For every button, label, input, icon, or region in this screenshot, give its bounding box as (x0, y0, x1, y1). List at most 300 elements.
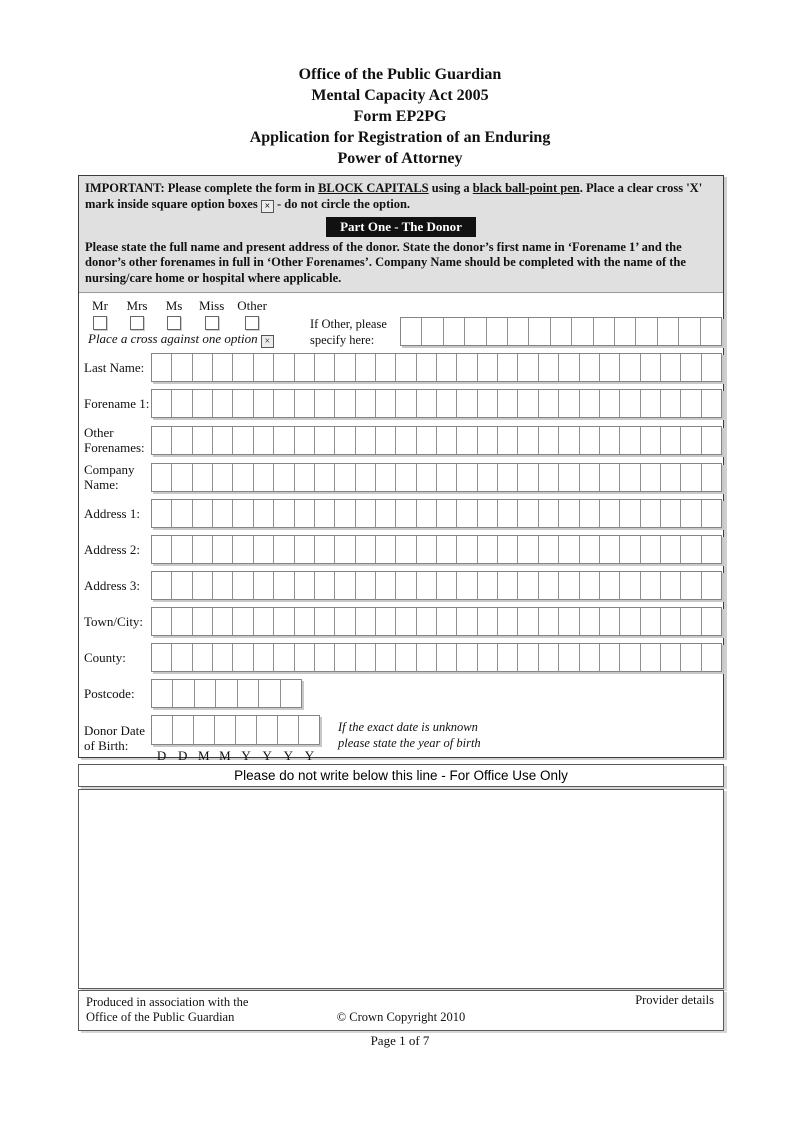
char-cell[interactable] (681, 608, 701, 635)
char-cell[interactable] (437, 608, 457, 635)
char-cell[interactable] (681, 354, 701, 381)
char-cell[interactable] (518, 500, 538, 527)
char-cell[interactable] (539, 390, 559, 417)
char-cell[interactable] (315, 572, 335, 599)
char-cell[interactable] (335, 500, 355, 527)
char-cell[interactable] (172, 500, 192, 527)
char-cell[interactable] (295, 644, 315, 671)
char-cell[interactable] (518, 354, 538, 381)
char-cell[interactable] (274, 536, 294, 563)
char-cell[interactable] (580, 644, 600, 671)
char-cell[interactable] (702, 354, 721, 381)
char-cell[interactable] (508, 318, 529, 345)
char-cell[interactable] (679, 318, 700, 345)
char-cell[interactable] (594, 318, 615, 345)
char-cell[interactable] (661, 644, 681, 671)
title-option-checkbox[interactable] (245, 316, 259, 330)
char-cell[interactable] (356, 500, 376, 527)
char-cell[interactable] (701, 318, 721, 345)
char-cell[interactable] (620, 390, 640, 417)
char-cell[interactable] (559, 464, 579, 491)
char-cell[interactable] (396, 354, 416, 381)
char-cell[interactable] (478, 500, 498, 527)
char-cell[interactable] (356, 464, 376, 491)
char-cell[interactable] (478, 390, 498, 417)
char-cell[interactable] (465, 318, 486, 345)
char-cell[interactable] (356, 572, 376, 599)
char-cell[interactable] (396, 644, 416, 671)
char-cell[interactable] (233, 536, 253, 563)
char-cell[interactable] (498, 464, 518, 491)
char-cell[interactable] (478, 464, 498, 491)
char-cell[interactable] (702, 608, 721, 635)
char-cell[interactable] (172, 608, 192, 635)
char-cell[interactable] (681, 572, 701, 599)
char-cell[interactable] (335, 464, 355, 491)
char-cell[interactable] (233, 500, 253, 527)
char-cell[interactable] (498, 536, 518, 563)
char-cell[interactable] (620, 464, 640, 491)
char-cell[interactable] (702, 644, 721, 671)
char-cell[interactable] (539, 354, 559, 381)
char-cell[interactable] (274, 500, 294, 527)
char-cell[interactable] (254, 390, 274, 417)
char-cell[interactable] (335, 572, 355, 599)
char-cell[interactable] (518, 427, 538, 454)
char-cell[interactable] (315, 427, 335, 454)
char-cell[interactable] (233, 572, 253, 599)
char-cell[interactable] (661, 572, 681, 599)
char-cell[interactable] (281, 680, 301, 707)
char-cell[interactable] (213, 608, 233, 635)
char-cell[interactable] (195, 680, 216, 707)
char-cell[interactable] (702, 500, 721, 527)
char-cell[interactable] (396, 464, 416, 491)
char-cell[interactable] (254, 354, 274, 381)
char-cell[interactable] (193, 464, 213, 491)
char-cell[interactable] (702, 536, 721, 563)
char-cell[interactable] (620, 427, 640, 454)
char-cell[interactable] (376, 608, 396, 635)
char-cell[interactable] (539, 608, 559, 635)
char-cell[interactable] (193, 644, 213, 671)
char-cell[interactable] (376, 500, 396, 527)
char-cell[interactable] (213, 536, 233, 563)
char-cell[interactable] (518, 536, 538, 563)
char-cell[interactable] (396, 500, 416, 527)
char-cell[interactable] (478, 354, 498, 381)
char-cell[interactable] (335, 427, 355, 454)
char-cell[interactable] (551, 318, 572, 345)
dob-format-letter: Y (304, 748, 315, 763)
char-cell[interactable] (213, 354, 233, 381)
title-line: Power of Attorney (337, 150, 463, 167)
char-cell[interactable] (152, 464, 172, 491)
char-cell[interactable] (658, 318, 679, 345)
char-cell[interactable] (335, 536, 355, 563)
char-cell[interactable] (478, 572, 498, 599)
char-cell[interactable] (457, 500, 477, 527)
char-cell[interactable] (376, 464, 396, 491)
char-cell[interactable] (417, 464, 437, 491)
char-cell[interactable] (600, 427, 620, 454)
char-cell[interactable] (172, 427, 192, 454)
char-cell[interactable] (295, 390, 315, 417)
char-cell[interactable] (213, 464, 233, 491)
char-cell[interactable] (254, 427, 274, 454)
char-cell[interactable] (356, 536, 376, 563)
char-cell[interactable] (437, 644, 457, 671)
char-cell[interactable] (213, 572, 233, 599)
char-cell[interactable] (702, 427, 721, 454)
char-cell[interactable] (641, 572, 661, 599)
char-cell[interactable] (600, 536, 620, 563)
char-cell[interactable] (259, 680, 280, 707)
char-cell[interactable] (315, 644, 335, 671)
char-cell[interactable] (661, 608, 681, 635)
char-cell[interactable] (518, 464, 538, 491)
dob-format-letter: D (177, 748, 188, 763)
char-cell[interactable] (437, 464, 457, 491)
char-cell[interactable] (437, 427, 457, 454)
char-cell[interactable] (580, 390, 600, 417)
char-cell[interactable] (559, 644, 579, 671)
char-cell[interactable] (641, 390, 661, 417)
char-cell[interactable] (444, 318, 465, 345)
char-cell[interactable] (620, 536, 640, 563)
char-cell[interactable] (487, 318, 508, 345)
char-cell[interactable] (600, 354, 620, 381)
char-cell[interactable] (580, 572, 600, 599)
char-cell[interactable] (356, 608, 376, 635)
char-cell[interactable] (254, 572, 274, 599)
char-cell[interactable] (518, 608, 538, 635)
char-cell[interactable] (620, 500, 640, 527)
char-cell[interactable] (681, 464, 701, 491)
char-cell[interactable] (274, 390, 294, 417)
char-cell[interactable] (152, 354, 172, 381)
char-cell[interactable] (257, 716, 278, 744)
char-cell[interactable] (437, 390, 457, 417)
char-cell[interactable] (457, 608, 477, 635)
char-cell[interactable] (295, 572, 315, 599)
char-cell[interactable] (193, 390, 213, 417)
char-cell[interactable] (559, 536, 579, 563)
char-cell[interactable] (396, 390, 416, 417)
char-cell[interactable] (518, 390, 538, 417)
char-cell[interactable] (233, 354, 253, 381)
char-cell[interactable] (457, 536, 477, 563)
char-cell[interactable] (437, 536, 457, 563)
char-cell[interactable] (233, 427, 253, 454)
title-option-checkbox[interactable] (93, 316, 107, 330)
char-cell[interactable] (457, 464, 477, 491)
char-cell[interactable] (396, 608, 416, 635)
char-grid (151, 643, 722, 672)
char-cell[interactable] (559, 354, 579, 381)
char-cell[interactable] (539, 572, 559, 599)
char-cell[interactable] (295, 464, 315, 491)
char-cell[interactable] (315, 536, 335, 563)
char-cell[interactable] (172, 390, 192, 417)
char-cell[interactable] (152, 608, 172, 635)
char-cell[interactable] (295, 427, 315, 454)
char-cell[interactable] (193, 354, 213, 381)
char-cell[interactable] (620, 608, 640, 635)
char-cell[interactable] (661, 390, 681, 417)
char-cell[interactable] (238, 680, 259, 707)
char-cell[interactable] (661, 354, 681, 381)
char-cell[interactable] (396, 572, 416, 599)
char-cell[interactable] (254, 644, 274, 671)
char-cell[interactable] (417, 644, 437, 671)
char-cell[interactable] (172, 572, 192, 599)
char-cell[interactable] (172, 536, 192, 563)
char-cell[interactable] (295, 500, 315, 527)
char-cell[interactable] (681, 536, 701, 563)
office-use-divider: Please do not write below this line - For Office Use Only (78, 764, 724, 787)
char-cell[interactable] (396, 536, 416, 563)
char-cell[interactable] (600, 464, 620, 491)
char-cell[interactable] (213, 390, 233, 417)
char-cell[interactable] (152, 427, 172, 454)
char-cell[interactable] (478, 644, 498, 671)
char-cell[interactable] (376, 536, 396, 563)
field-label: Last Name: (84, 360, 145, 375)
char-cell[interactable] (498, 390, 518, 417)
char-cell[interactable] (233, 644, 253, 671)
char-cell[interactable] (641, 608, 661, 635)
char-cell[interactable] (580, 500, 600, 527)
char-cell[interactable] (559, 427, 579, 454)
char-cell[interactable] (233, 608, 253, 635)
char-cell[interactable] (498, 572, 518, 599)
char-cell[interactable] (335, 390, 355, 417)
char-cell[interactable] (559, 500, 579, 527)
char-cell[interactable] (417, 572, 437, 599)
char-cell[interactable] (478, 536, 498, 563)
char-cell[interactable] (437, 354, 457, 381)
char-cell[interactable] (193, 500, 213, 527)
char-cell[interactable] (173, 680, 194, 707)
char-cell[interactable] (335, 354, 355, 381)
char-cell[interactable] (518, 644, 538, 671)
char-cell[interactable] (661, 536, 681, 563)
char-cell[interactable] (193, 427, 213, 454)
char-cell[interactable] (335, 608, 355, 635)
char-cell[interactable] (620, 354, 640, 381)
char-cell[interactable] (274, 572, 294, 599)
char-cell[interactable] (600, 644, 620, 671)
char-cell[interactable] (580, 608, 600, 635)
char-cell[interactable] (194, 716, 215, 744)
char-cell[interactable] (559, 608, 579, 635)
char-cell[interactable] (600, 572, 620, 599)
char-cell[interactable] (702, 464, 721, 491)
char-cell[interactable] (274, 354, 294, 381)
char-cell[interactable] (315, 390, 335, 417)
title-option-label: Mr (92, 298, 108, 313)
char-cell[interactable] (661, 427, 681, 454)
char-cell[interactable] (478, 608, 498, 635)
char-cell[interactable] (600, 500, 620, 527)
char-cell[interactable] (401, 318, 422, 345)
char-cell[interactable] (600, 608, 620, 635)
char-cell[interactable] (559, 390, 579, 417)
char-cell[interactable] (274, 464, 294, 491)
char-cell[interactable] (539, 644, 559, 671)
char-cell[interactable] (641, 464, 661, 491)
donor-fields-area (79, 293, 723, 764)
char-cell[interactable] (215, 716, 236, 744)
char-cell[interactable] (213, 427, 233, 454)
char-cell[interactable] (661, 464, 681, 491)
char-cell[interactable] (539, 536, 559, 563)
char-cell[interactable] (335, 644, 355, 671)
char-cell[interactable] (152, 536, 172, 563)
char-cell[interactable] (457, 390, 477, 417)
char-cell[interactable] (437, 572, 457, 599)
char-cell[interactable] (152, 572, 172, 599)
char-cell[interactable] (376, 572, 396, 599)
char-cell[interactable] (254, 500, 274, 527)
char-cell[interactable] (152, 680, 173, 707)
footer-provider-details: Provider details (635, 993, 714, 1007)
char-cell[interactable] (702, 572, 721, 599)
char-cell[interactable] (417, 536, 437, 563)
char-cell[interactable] (681, 390, 701, 417)
char-cell[interactable] (172, 644, 192, 671)
char-cell[interactable] (315, 500, 335, 527)
char-cell[interactable] (315, 608, 335, 635)
char-cell[interactable] (376, 427, 396, 454)
char-cell[interactable] (620, 644, 640, 671)
char-cell[interactable] (636, 318, 657, 345)
char-cell[interactable] (457, 572, 477, 599)
dob-label: Donor Date of Birth: (84, 723, 146, 753)
char-cell[interactable] (641, 500, 661, 527)
title-option-checkbox[interactable] (205, 316, 219, 330)
char-cell[interactable] (641, 354, 661, 381)
char-cell[interactable] (498, 354, 518, 381)
char-cell[interactable] (572, 318, 593, 345)
char-cell[interactable] (422, 318, 443, 345)
field-row (79, 389, 723, 418)
char-cell[interactable] (356, 390, 376, 417)
char-cell[interactable] (254, 608, 274, 635)
char-cell[interactable] (641, 536, 661, 563)
char-cell[interactable] (681, 500, 701, 527)
char-cell[interactable] (478, 427, 498, 454)
char-cell[interactable] (620, 572, 640, 599)
char-cell[interactable] (539, 464, 559, 491)
char-cell[interactable] (437, 500, 457, 527)
char-cell[interactable] (152, 390, 172, 417)
title-option-checkbox[interactable] (167, 316, 181, 330)
char-cell[interactable] (315, 354, 335, 381)
char-cell[interactable] (278, 716, 299, 744)
char-cell[interactable] (213, 644, 233, 671)
char-cell[interactable] (315, 464, 335, 491)
char-cell[interactable] (580, 536, 600, 563)
char-cell[interactable] (580, 427, 600, 454)
char-cell[interactable] (152, 500, 172, 527)
char-cell[interactable] (457, 354, 477, 381)
char-cell[interactable] (641, 644, 661, 671)
char-cell[interactable] (172, 464, 192, 491)
char-cell[interactable] (457, 644, 477, 671)
char-cell[interactable] (236, 716, 257, 744)
char-cell[interactable] (299, 716, 319, 744)
char-cell[interactable] (216, 680, 237, 707)
char-cell[interactable] (295, 536, 315, 563)
char-cell[interactable] (233, 464, 253, 491)
char-cell[interactable] (498, 500, 518, 527)
char-cell[interactable] (498, 644, 518, 671)
char-cell[interactable] (356, 644, 376, 671)
dob-row (79, 715, 723, 764)
char-cell[interactable] (254, 536, 274, 563)
char-cell[interactable] (417, 354, 437, 381)
title-line: Office of the Public Guardian (298, 66, 502, 83)
char-cell[interactable] (661, 500, 681, 527)
char-cell[interactable] (615, 318, 636, 345)
char-cell[interactable] (539, 500, 559, 527)
char-cell[interactable] (702, 390, 721, 417)
char-cell[interactable] (498, 427, 518, 454)
char-cell[interactable] (295, 608, 315, 635)
char-cell[interactable] (417, 500, 437, 527)
char-cell[interactable] (641, 427, 661, 454)
char-cell[interactable] (417, 427, 437, 454)
char-cell[interactable] (376, 354, 396, 381)
char-cell[interactable] (295, 354, 315, 381)
char-cell[interactable] (518, 572, 538, 599)
char-cell[interactable] (172, 354, 192, 381)
char-cell[interactable] (529, 318, 550, 345)
char-cell[interactable] (559, 572, 579, 599)
char-cell[interactable] (356, 427, 376, 454)
char-cell[interactable] (457, 427, 477, 454)
char-cell[interactable] (274, 644, 294, 671)
char-cell[interactable] (498, 608, 518, 635)
char-cell[interactable] (274, 427, 294, 454)
char-cell[interactable] (417, 390, 437, 417)
char-cell[interactable] (193, 608, 213, 635)
char-cell[interactable] (173, 716, 194, 744)
char-cell[interactable] (152, 716, 173, 744)
title-option-checkbox[interactable] (130, 316, 144, 330)
char-cell[interactable] (600, 390, 620, 417)
char-cell[interactable] (580, 464, 600, 491)
char-cell[interactable] (213, 500, 233, 527)
char-cell[interactable] (274, 608, 294, 635)
char-cell[interactable] (681, 427, 701, 454)
char-cell[interactable] (580, 354, 600, 381)
char-cell[interactable] (376, 390, 396, 417)
char-cell[interactable] (417, 608, 437, 635)
char-cell[interactable] (376, 644, 396, 671)
char-cell[interactable] (396, 427, 416, 454)
char-cell[interactable] (233, 390, 253, 417)
char-cell[interactable] (356, 354, 376, 381)
char-cell[interactable] (193, 572, 213, 599)
char-cell[interactable] (539, 427, 559, 454)
char-cell[interactable] (152, 644, 172, 671)
char-cell[interactable] (193, 536, 213, 563)
char-cell[interactable] (681, 644, 701, 671)
char-cell[interactable] (254, 464, 274, 491)
